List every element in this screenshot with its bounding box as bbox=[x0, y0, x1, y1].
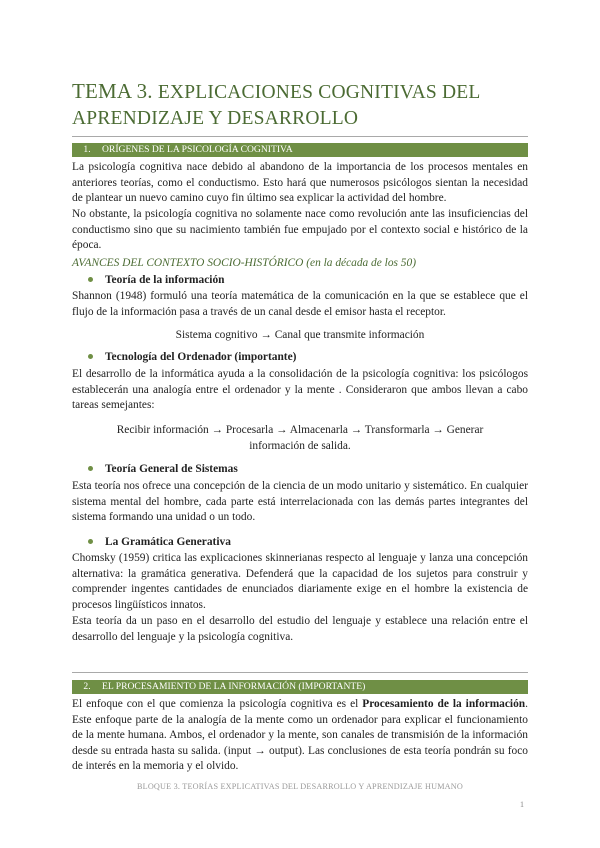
section-heading-1 bbox=[72, 143, 528, 157]
paragraph: No obstante, la psicología cognitiva no solamente nace como revolución ante las insuficiencias del conductismo sino que su nacimiento también fue empujado por el contexto social e histórico de la época. bbox=[72, 208, 528, 252]
paragraph: La psicología cognitiva nace debido al abandono de la importancia de los procesos mentales en anteriores teorías, como el conductismo. Esto hará que numerosos psicólogos sientan la necesidad de plantear un nuevo camino cuyo fin último sea explicar la actividad del hombre. bbox=[72, 161, 528, 205]
divider bbox=[72, 136, 528, 137]
section-label: ORÍGENES DE LA PSICOLOGÍA COGNITIVA bbox=[102, 144, 293, 155]
section-label: EL PROCESAMIENTO DE LA INFORMACIÓN (IMPORTANTE) bbox=[102, 681, 366, 692]
context-heading: AVANCES DEL CONTEXTO SOCIO-HISTÓRICO (en la década de los 50) bbox=[72, 257, 416, 269]
formula: Sistema cognitivo → Canal que transmite información bbox=[175, 329, 425, 341]
bullet-icon bbox=[88, 277, 93, 282]
page-number: 1 bbox=[520, 800, 524, 809]
footer: BLOQUE 3. TEORÍAS EXPLICATIVAS DEL DESARROLLO Y APRENDIZAJE HUMANO bbox=[136, 782, 464, 791]
section-number: 2. bbox=[83, 681, 91, 692]
bullet-heading: Teoría de la información bbox=[88, 273, 225, 289]
bullet-icon bbox=[88, 539, 93, 544]
section-number: 1. bbox=[83, 144, 91, 155]
paragraph: Esta teoría da un paso en el desarrollo del estudio del lenguaje y establece una relación entre el desarrollo del lenguaje y la psicología cognitiva. bbox=[72, 615, 528, 643]
paragraph: El enfoque con el que comienza la psicología cognitiva es el Procesamiento de la información. Este enfoque parte de la analogía de la mente como un ordenador para explicar el funcionamiento de la mente humana. Ambos, el ordenador y la mente, son canales de transmisión de la información desde su entrada hasta su salida. (input → output). Las conclusiones de esta teoría pondrán su foco de interés en la memoria y el olvido. bbox=[72, 698, 528, 773]
bullet-icon bbox=[88, 354, 93, 359]
paragraph: Chomsky (1959) critica las explicaciones skinnerianas respecto al lenguaje y lanza una concepción alternativa: la gramática generativa. Defenderá que la capacidad de los sujetos para construir y comprender ingentes cantidades de enunciados diariamente exige en el hombre la existencia de procesos lingüísticos innatos. bbox=[72, 552, 528, 611]
bullet-heading: La Gramática Generativa bbox=[88, 535, 231, 551]
bullet-heading: Tecnología del Ordenador (importante) bbox=[88, 350, 296, 366]
section-heading-2 bbox=[72, 680, 528, 694]
title-line1: EXPLICACIONES COGNITIVAS DEL bbox=[152, 82, 481, 103]
divider bbox=[72, 672, 528, 673]
formula: Recibir información → Procesarla → Almacenarla → Transformarla → Generar información de salida. bbox=[116, 424, 484, 452]
paragraph: El desarrollo de la informática ayuda a la consolidación de la psicología cognitiva: los psicólogos establecerán una analogía entre el ordenador y la mente . Consideraron que ambos llevan a cabo tareas semejantes: bbox=[72, 368, 528, 412]
title-prefix: TEMA 3. bbox=[72, 79, 153, 103]
paragraph: Shannon (1948) formuló una teoría matemática de la comunicación en la que se establece que el flujo de la información pasa a través de un canal desde el emisor hasta el receptor. bbox=[72, 290, 528, 318]
bullet-icon bbox=[88, 466, 93, 471]
title-line2: APRENDIZAJE Y DESARROLLO bbox=[72, 108, 359, 129]
bullet-heading: Teoría General de Sistemas bbox=[88, 462, 238, 478]
paragraph: Esta teoría nos ofrece una concepción de la ciencia de un modo unitario y sistemático. En cualquier sistema mental del hombre, cada parte está interrelacionada con las demás partes integrantes del sistema formando una unidad o un todo. bbox=[72, 480, 528, 524]
page-title bbox=[72, 78, 528, 132]
